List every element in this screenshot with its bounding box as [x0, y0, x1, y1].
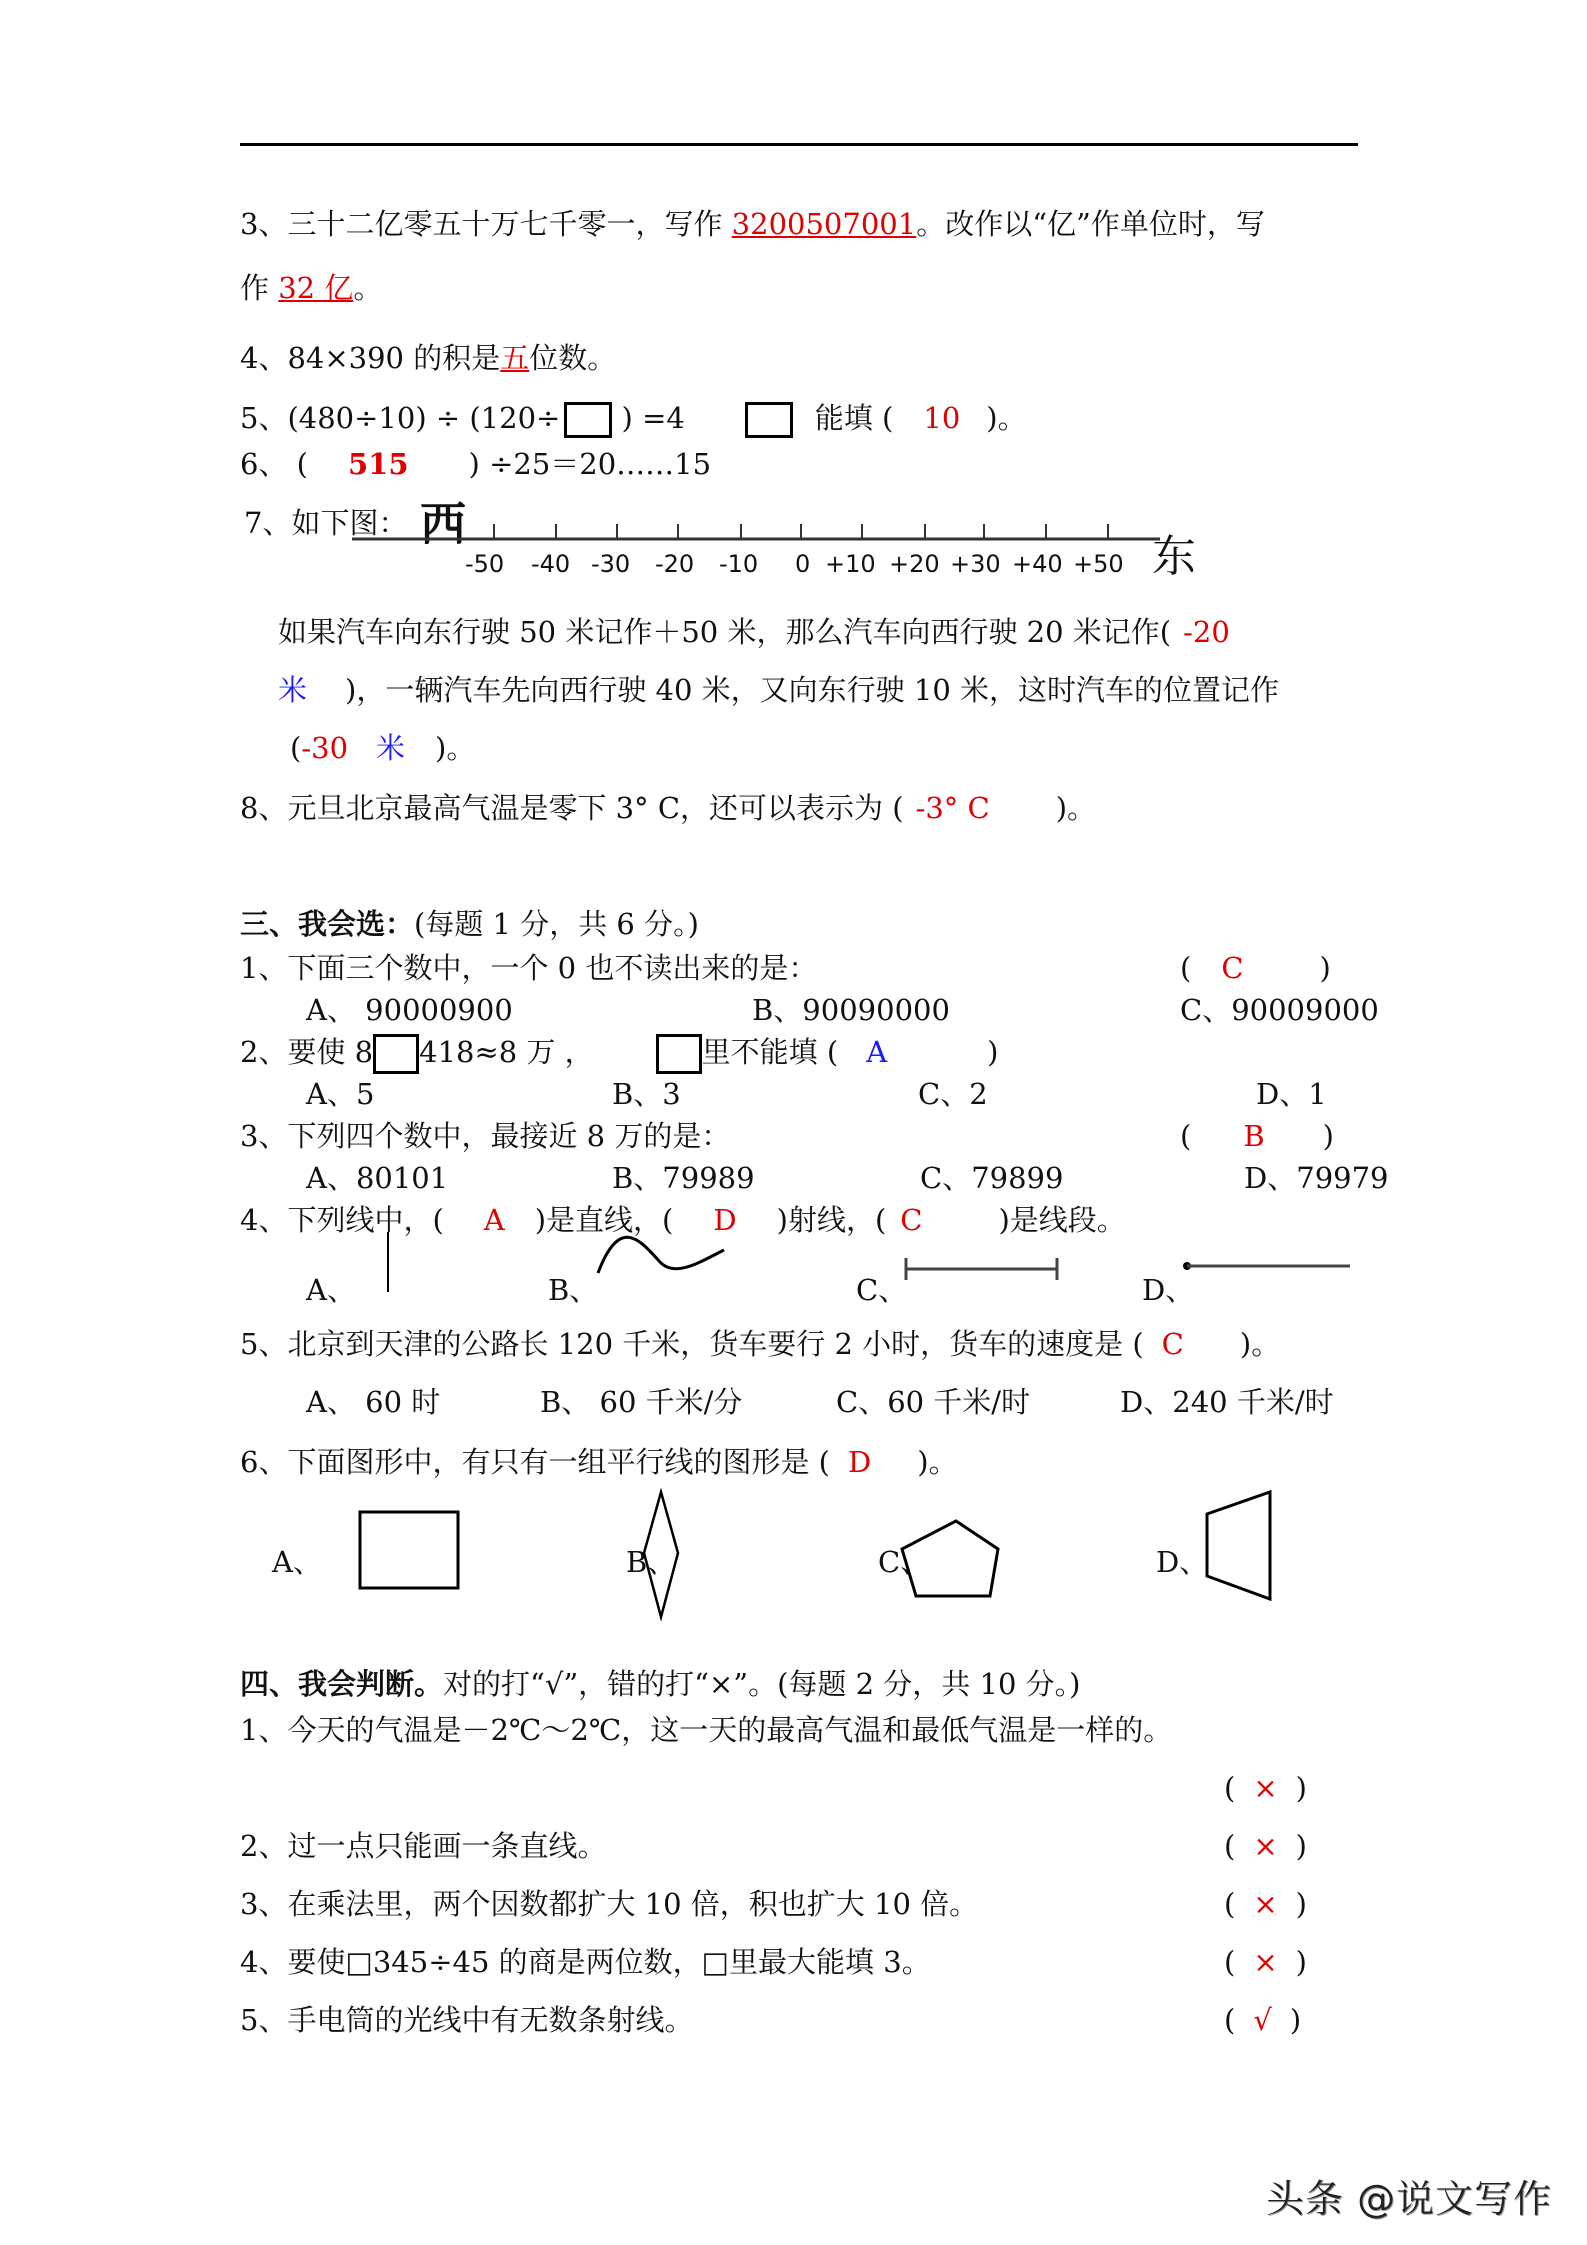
q7-answer2-unit: 米	[376, 731, 406, 765]
s3-q2-option-d: D、1	[1256, 1077, 1327, 1111]
s3-q4-answer-line: A	[483, 1203, 505, 1237]
s3-q4-option-b: B、	[548, 1273, 599, 1307]
s3-q1-option-b: B、90090000	[752, 993, 950, 1027]
q7-answer1-unit: 米	[278, 673, 308, 707]
s4-q5-answer-paren	[1224, 2002, 1301, 2038]
s3-q4-option-a: A、	[306, 1273, 356, 1307]
section-4-title-rest: 对的打“√”，错的打“×”。(每题 2 分，共 10 分。)	[443, 1667, 1081, 1701]
paren-open: (	[1224, 1771, 1236, 1805]
q6-prefix: 6、 (	[240, 447, 308, 481]
s4-q4-text: 4、要使□345÷45 的商是两位数，□里最大能填 3。	[240, 1945, 931, 1979]
s4-q2-answer: ×	[1253, 1829, 1278, 1863]
tick-label: +10	[825, 550, 876, 578]
s4-q3-text: 3、在乘法里，两个因数都扩大 10 倍，积也扩大 10 倍。	[240, 1887, 979, 1921]
s4-q4-answer: ×	[1253, 1945, 1278, 1979]
q4-answer: 五	[500, 341, 530, 375]
s3-q3-option-a: A、80101	[306, 1161, 449, 1195]
q5-suffix: )。	[986, 401, 1027, 435]
paren-close: )	[1295, 1771, 1307, 1805]
s4-q3-answer-paren	[1224, 1886, 1307, 1922]
q5-prefix: 5、(480÷10) ÷ (120÷	[240, 401, 561, 435]
tick-label: -30	[591, 550, 631, 578]
s3-q2-text-b: 418≈8 万 ，	[419, 1035, 594, 1069]
q7-line3-close: )。	[435, 731, 476, 765]
q8-suffix: )。	[1055, 791, 1097, 825]
s3-q5-option-d: D、240 千米/时	[1120, 1385, 1334, 1419]
q6-answer: 515	[347, 447, 409, 481]
s3-q1-answer-paren: ( C )	[1180, 951, 1331, 985]
s3-q5-option-b: B、 60 千米/分	[540, 1385, 743, 1419]
s4-q1-text: 1、今天的气温是－2℃～2℃，这一天的最高气温和最低气温是一样的。	[240, 1713, 1173, 1747]
q3-suffix: 。	[353, 271, 383, 305]
s3-q5-suffix: )。	[1239, 1327, 1281, 1361]
paren-close: )	[1295, 1945, 1307, 1979]
q3-prefix: 3、三十二亿零五十万七千零一，写作	[240, 207, 732, 241]
s3-q1-option-a: A、 90000900	[306, 993, 513, 1027]
s3-q6-option-b: B、	[626, 1545, 677, 1579]
s3-q4-text-c: )射线，(	[776, 1203, 887, 1237]
section-4-title-bold: 四、我会判断。	[240, 1667, 444, 1701]
paren-open: (	[1224, 1829, 1236, 1863]
q5-answer: 10	[923, 401, 961, 435]
q5-fill-label: 能填 (	[814, 401, 894, 435]
s4-q3-answer: ×	[1253, 1887, 1278, 1921]
s3-q3-answer: B	[1243, 1119, 1265, 1153]
tick-label: -40	[531, 550, 571, 578]
q4-suffix: 位数。	[529, 341, 617, 375]
trapezoid-shape	[1207, 1492, 1270, 1599]
s4-q1-answer-paren	[1224, 1770, 1307, 1806]
q3-answer-yi: 32 亿	[278, 271, 354, 305]
s3-q4-option-c: C、	[856, 1273, 908, 1307]
tick-label: +50	[1073, 550, 1124, 578]
s3-q2-option-a: A、5	[306, 1077, 375, 1111]
section-3-title-bold: 三、我会选：	[240, 907, 415, 941]
q3-middle: 。改作以“亿”作单位时，写	[916, 207, 1265, 241]
west-label: 西	[420, 497, 466, 551]
q5-mid: ) =4	[612, 401, 685, 435]
q8-answer: -3° C	[915, 791, 990, 825]
paren-close: )	[1295, 1829, 1307, 1863]
tick-label: 0	[795, 550, 811, 578]
s3-q2-answer: A	[866, 1035, 888, 1069]
paren-close: )	[1295, 1887, 1307, 1921]
q7-answer2-num: -30	[301, 731, 349, 765]
s3-q1-answer: C	[1221, 951, 1244, 985]
tick-label: +20	[889, 550, 940, 578]
s3-q4-answer-segment: C	[900, 1203, 923, 1237]
q3-line2-prefix: 作	[240, 271, 279, 305]
tick-label: +40	[1012, 550, 1063, 578]
s3-q4-text-a: 4、下列线中，(	[240, 1203, 444, 1237]
paren-close: )	[1289, 2003, 1302, 2037]
s3-q5-question: 5、北京到天津的公路长 120 千米，货车要行 2 小时，货车的速度是 (	[240, 1327, 1144, 1361]
s3-q2-text-c: 里不能填 (	[701, 1035, 839, 1069]
s3-q2-option-b: B、3	[612, 1077, 681, 1111]
q7-label: 7、如下图：	[244, 506, 408, 540]
s3-q3-answer-paren: ( B )	[1180, 1119, 1334, 1153]
s4-q4-answer-paren	[1224, 1944, 1307, 1980]
q7-line2-text: )，一辆汽车先向西行驶 40 米，又向东行驶 10 米，这时汽车的位置记作	[345, 673, 1280, 707]
paren-close: )	[987, 1035, 999, 1069]
s3-q5-option-a: A、 60 时	[306, 1385, 441, 1419]
s4-q2-text: 2、过一点只能画一条直线。	[240, 1829, 607, 1863]
tick-label: +30	[950, 550, 1001, 578]
q6-suffix: ) ÷25＝20……15	[468, 447, 712, 481]
s3-q6-question: 6、下面图形中，有只有一组平行线的图形是 (	[240, 1445, 830, 1479]
pentagon-shape	[902, 1521, 998, 1596]
s3-q4-option-d: D、	[1142, 1273, 1195, 1307]
q4-prefix: 4、84×390 的积是	[240, 341, 501, 375]
s3-q6-suffix: )。	[917, 1445, 958, 1479]
paren-open: (	[1224, 2003, 1236, 2037]
paren-open: (	[1224, 1887, 1236, 1921]
s3-q3-option-c: C、79899	[920, 1161, 1064, 1195]
s3-q3-option-b: B、79989	[612, 1161, 755, 1195]
tick-label: -50	[465, 550, 505, 578]
s3-q3-text: 3、下列四个数中，最接近 8 万的是：	[240, 1119, 731, 1153]
s3-q4-text-b: )是直线，(	[534, 1203, 674, 1237]
watermark: 头条 @说文写作	[1266, 2177, 1553, 2221]
s3-q6-option-c: C、	[878, 1545, 930, 1579]
section-4-title	[240, 1666, 1080, 1702]
q7-line3-open: (	[290, 731, 302, 765]
s3-q5-option-c: C、60 千米/时	[836, 1385, 1031, 1419]
s4-q2-answer-paren	[1224, 1828, 1307, 1864]
tick-label: -20	[655, 550, 695, 578]
s3-q1-option-c: C、90009000	[1180, 993, 1379, 1027]
s3-q2-text-a: 2、要使 8	[240, 1035, 374, 1069]
s4-q5-answer: √	[1253, 2003, 1272, 2037]
s4-q5-text: 5、手电筒的光线中有无数条射线。	[240, 2003, 694, 2037]
rectangle-shape	[360, 1512, 458, 1588]
s3-q2-option-c: C、2	[918, 1077, 988, 1111]
q8-prefix: 8、元旦北京最高气温是零下 3° C，还可以表示为 (	[240, 791, 904, 825]
s3-q6-option-a: A、	[272, 1545, 322, 1579]
tick-label: -10	[719, 550, 759, 578]
east-label: 东	[1152, 531, 1196, 582]
paren-open: (	[1224, 1945, 1236, 1979]
s3-q5-answer: C	[1161, 1327, 1184, 1361]
s4-q1-answer: ×	[1253, 1771, 1278, 1805]
q3-answer-number: 3200507001	[731, 207, 917, 241]
s3-q4-text-d: )是线段。	[998, 1203, 1126, 1237]
s3-q3-option-d: D、79979	[1244, 1161, 1389, 1195]
q7-line1-text: 如果汽车向东行驶 50 米记作＋50 米，那么汽车向西行驶 20 米记作(	[278, 615, 1172, 649]
s3-q4-answer-ray: D	[713, 1203, 737, 1237]
s3-q6-option-d: D、	[1156, 1545, 1209, 1579]
s3-q1-text: 1、下面三个数中，一个 0 也不读出来的是：	[240, 951, 818, 985]
s3-q6-answer: D	[847, 1445, 872, 1479]
rhombus-shape	[644, 1492, 678, 1617]
q7-answer1-num: -20	[1183, 615, 1230, 649]
section-3-title-rest: (每题 1 分，共 6 分。)	[414, 907, 699, 941]
